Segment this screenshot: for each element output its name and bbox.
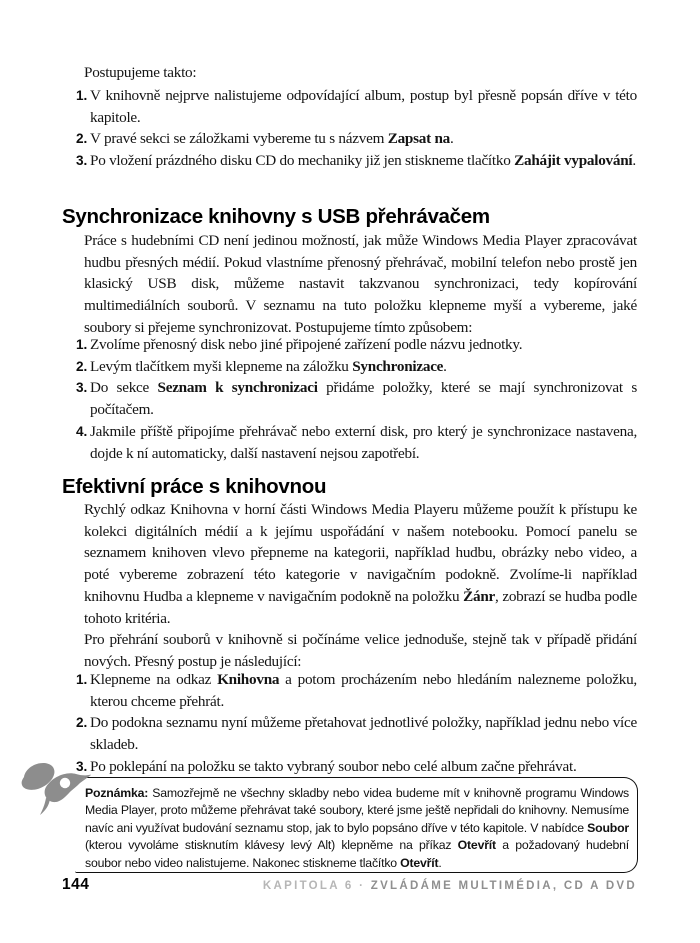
list-item	[76, 377, 637, 420]
list-item-text: V pravé sekci se záložkami vybereme tu s názvem Zapsat na.	[90, 130, 454, 148]
list-item-text: Klepneme na odkaz Knihovna a potom procházením nebo hledáním nalezneme položku, kterou chceme přehrát.	[90, 671, 637, 710]
list-item	[76, 334, 637, 356]
list-item-number: 3.	[76, 758, 88, 774]
list-item-text: Po vložení prázdného disku CD do mechaniky již jen stiskneme tlačítko Zahájit vypalování.	[90, 152, 636, 170]
list-item-number: 2.	[76, 715, 88, 731]
pen-nib-icon	[16, 757, 92, 819]
library-steps-list	[76, 669, 637, 778]
list-item-number: 3.	[76, 380, 88, 396]
note-label: Poznámka:	[85, 786, 149, 800]
list-item-number: 4.	[76, 423, 88, 439]
list-item-text: Po poklepání na položku se takto vybraný soubor nebo celé album začne přehrávat.	[90, 757, 577, 775]
burn-steps-list	[76, 85, 637, 172]
list-item	[76, 712, 637, 755]
list-item-number: 1.	[76, 88, 88, 103]
library-paragraph-1: Rychlý odkaz Knihovna v horní části Windows Media Playeru můžeme použít k přístupu ke kolekci digitálních médií a k jejímu uspořádání v našem notebooku. Pomocí panelu se seznamem knihoven vlevo přepneme na kategorii, například hudbu, obrázky nebo video, a poté vybereme zobrazení této kategorie v navigačním podokně. Zvolíme-li například knihovnu Hudba a klepneme v navigačním podokně na položku Žánr, zobrazí se hudba podle tohoto kritéria.	[84, 501, 638, 627]
list-item-number: 1.	[76, 672, 88, 687]
sync-steps-list	[76, 334, 637, 464]
section-heading-sync: Synchronizace knihovny s USB přehrávačem	[62, 205, 490, 228]
list-item	[76, 128, 637, 150]
list-item-number: 3.	[76, 153, 88, 169]
page-footer	[62, 876, 637, 894]
list-item	[76, 756, 637, 778]
list-item-number: 2.	[76, 358, 88, 374]
note-box	[75, 777, 638, 873]
list-item	[76, 421, 637, 464]
library-paragraph-2: Pro přehrání souborů v knihovně si počínáme velice jednoduše, stejně tak v případě přidání nových. Přesný postup je následující:	[84, 631, 637, 670]
list-item-number: 2.	[76, 131, 88, 147]
sync-paragraph: Práce s hudebními CD není jedinou možností, jak může Windows Media Player zpracovávat hudbu přesných médií. Pokud vlastníme přenosný přehrávač, mobilní telefon nebo prostě jen klasický USB disk, můžeme nastavit takzvanou synchronizaci, tedy kopírování multimediálních souborů. V seznamu na tuto položku klepneme myší a vybereme, jaké soubory si přejeme synchronizovat. Postupujeme tímto způsobem:	[84, 232, 637, 336]
list-item	[76, 669, 637, 712]
intro-lead: Postupujeme takto:	[84, 64, 197, 81]
list-item-text: Jakmile příště připojíme přehrávač nebo externí disk, pro který je synchronizace nastavena, dojde k ní automaticky, další nastavení nejsou zapotřebí.	[90, 422, 637, 462]
page-number: 144	[62, 876, 90, 893]
chapter-label: KAPITOLA 6	[262, 880, 354, 892]
chapter-separator: ·	[359, 880, 366, 892]
list-item	[76, 356, 637, 378]
section-heading-library: Efektivní práce s knihovnou	[62, 475, 327, 498]
list-item-text: Do podokna seznamu nyní můžeme přetahovat jednotlivé položky, například jednu nebo více skladeb.	[90, 714, 637, 754]
list-item-number: 1.	[76, 337, 88, 352]
list-item-text: Do sekce Seznam k synchronizaci přidáme položky, které se mají synchronizovat s počítačem.	[90, 379, 637, 419]
list-item-text: V knihovně nejprve nalistujeme odpovídající album, postup byl přesně popsán dříve v této kapitole.	[90, 87, 637, 126]
note-text: Samozřejmě ne všechny skladby nebo videa budeme mít v knihovně programu Windows Media Player, proto můžeme přehrávat také soubory, které jsme ještě nepřidali do knihovny. Nemusíme navíc ani využívat budování seznamu stop, jak to bylo popsáno dříve v této kapitole. V nabídce Soubor (kterou vyvoláme stisknutím klávesy levý Alt) klepněme na příkaz Otevřít a požadovaný hudební soubor nebo video nalistujeme. Nakonec stiskneme tlačítko Otevřít.	[85, 786, 629, 870]
list-item	[76, 85, 637, 128]
running-header	[263, 880, 637, 892]
list-item	[76, 150, 637, 172]
list-item-text: Zvolíme přenosný disk nebo jiné připojené zařízení podle názvu jednotky.	[90, 336, 523, 353]
list-item-text: Levým tlačítkem myši klepneme na záložku Synchronizace.	[90, 357, 447, 375]
chapter-title: ZVLÁDÁME MULTIMÉDIA, CD A DVD	[370, 880, 637, 892]
